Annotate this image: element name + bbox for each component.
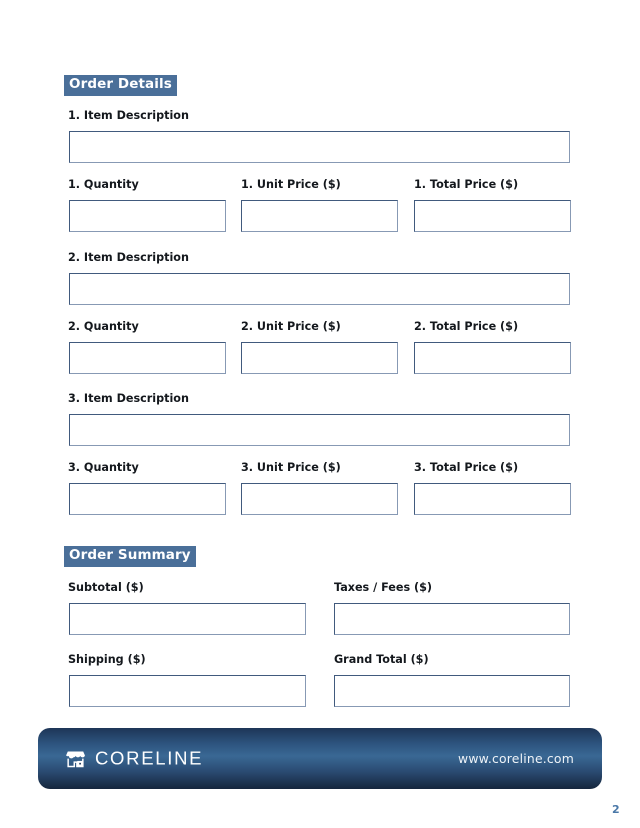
label-shipping: Shipping ($) [68, 653, 146, 666]
input-item-2-description[interactable] [69, 273, 570, 305]
input-item-3-quantity[interactable] [69, 483, 226, 515]
input-subtotal[interactable] [69, 603, 306, 635]
label-item-3-description: 3. Item Description [68, 392, 189, 405]
label-item-2-description: 2. Item Description [68, 251, 189, 264]
input-item-3-description[interactable] [69, 414, 570, 446]
label-item-3-unit-price: 3. Unit Price ($) [241, 461, 341, 474]
page-number: 2 [612, 803, 620, 816]
input-item-1-total-price[interactable] [414, 200, 571, 232]
section-heading-order-details: Order Details [64, 75, 177, 96]
label-item-3-quantity: 3. Quantity [68, 461, 139, 474]
brand-name: CORELINE [95, 747, 204, 769]
input-item-2-total-price[interactable] [414, 342, 571, 374]
label-item-2-total-price: 2. Total Price ($) [414, 320, 519, 333]
input-item-1-quantity[interactable] [69, 200, 226, 232]
input-taxes-fees[interactable] [334, 603, 570, 635]
input-item-2-unit-price[interactable] [241, 342, 398, 374]
label-item-1-description: 1. Item Description [68, 109, 189, 122]
label-taxes-fees: Taxes / Fees ($) [334, 581, 433, 594]
label-item-1-unit-price: 1. Unit Price ($) [241, 178, 341, 191]
footer-bar [38, 728, 602, 789]
label-item-2-unit-price: 2. Unit Price ($) [241, 320, 341, 333]
input-grand-total[interactable] [334, 675, 570, 707]
storefront-icon [65, 748, 86, 769]
label-item-1-quantity: 1. Quantity [68, 178, 139, 191]
input-shipping[interactable] [69, 675, 306, 707]
label-item-3-total-price: 3. Total Price ($) [414, 461, 519, 474]
input-item-3-unit-price[interactable] [241, 483, 398, 515]
label-item-1-total-price: 1. Total Price ($) [414, 178, 519, 191]
footer-website-url[interactable]: www.coreline.com [457, 750, 574, 766]
label-grand-total: Grand Total ($) [334, 653, 429, 666]
label-subtotal: Subtotal ($) [68, 581, 144, 594]
input-item-3-total-price[interactable] [414, 483, 571, 515]
input-item-1-unit-price[interactable] [241, 200, 398, 232]
input-item-2-quantity[interactable] [69, 342, 226, 374]
section-heading-order-summary: Order Summary [64, 546, 196, 567]
footer-brand [65, 748, 203, 769]
label-item-2-quantity: 2. Quantity [68, 320, 139, 333]
input-item-1-description[interactable] [69, 131, 570, 163]
